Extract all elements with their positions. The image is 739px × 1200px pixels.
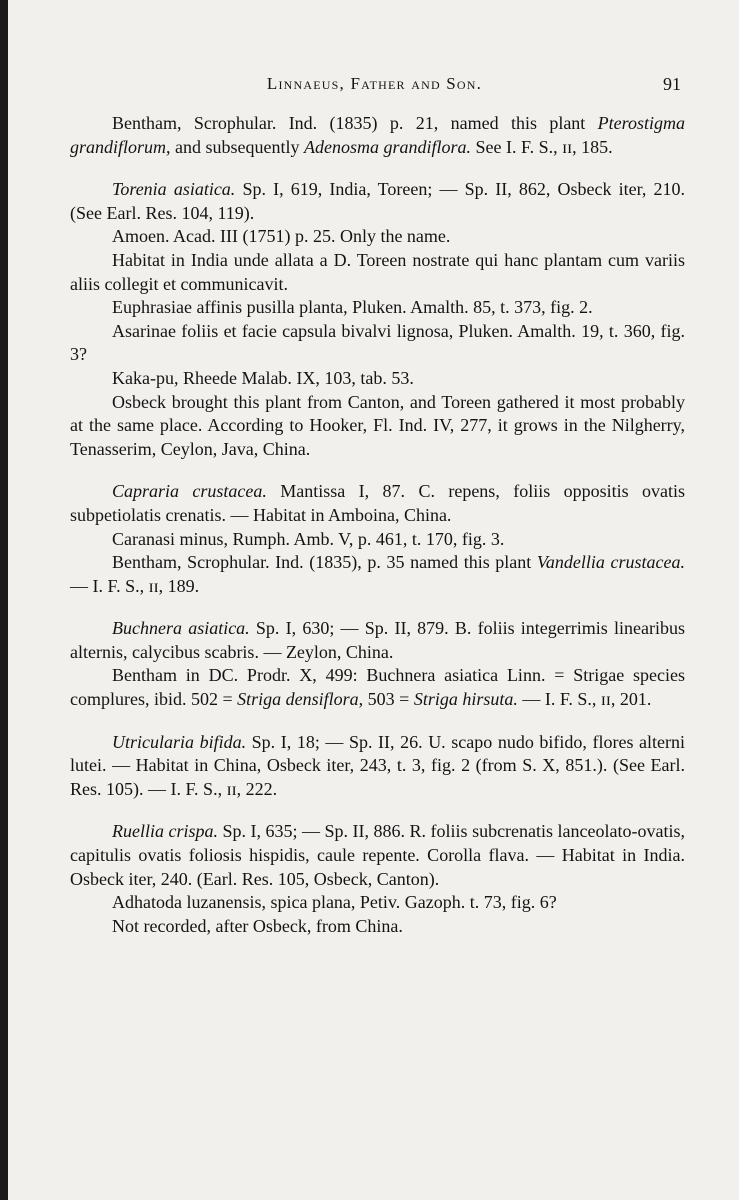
species-entry [70, 820, 685, 938]
species-entry [70, 178, 685, 461]
entry-paragraph [70, 551, 685, 598]
entry-paragraph [70, 178, 685, 225]
running-head: Linnaeus, Father and Son. [266, 74, 483, 93]
text-run: — I. F. S., ɪɪ, 189. [70, 575, 200, 596]
italic-name: Striga hirsuta. [413, 689, 518, 710]
text-run: Sp. I, 18; — Sp. II, 26. U. scapo nudo bifido, flores alterni lutei. — Habitat in China, Osbeck iter, 243, t. 3, fig. 2 (from S. X, 851.). (See Earl. Res. 105). — I. F. S., ɪɪ, 222. [70, 731, 685, 799]
text-run: Habitat in India unde allata a D. Toreen nostrate qui hanc plantam cum variis aliis collegit et communicavit. [70, 249, 685, 294]
entry-paragraph [70, 391, 685, 462]
text-run: See I. F. S., ɪɪ, 185. [471, 136, 613, 157]
italic-name: Ruellia crispa. [112, 821, 218, 842]
italic-name: Pterostigma grandiflorum [70, 113, 685, 157]
text-run: Sp. I, 619, India, Toreen; — Sp. II, 862, Osbeck iter, 210. (See Earl. Res. 104, 119). [70, 179, 685, 223]
entry-paragraph [70, 891, 685, 915]
text-run: Kaka-pu, Rheede Malab. IX, 103, tab. 53. [112, 367, 414, 388]
text-run: Sp. I, 630; — Sp. II, 879. B. foliis integerrimis linearibus alternis, calycibus scabris. — Zeylon, China. [70, 618, 685, 662]
entry-paragraph [70, 296, 685, 320]
text-run: Bentham in DC. Prodr. X, 499: Buchnera asiatica Linn. = Strigae species complures, ibid. 502 = [70, 665, 685, 710]
text-run: Bentham, Scrophular. Ind. (1835) p. 21, named this plant [112, 113, 598, 133]
entry-paragraph [70, 480, 685, 527]
italic-name: Adenosma grandiflora. [304, 136, 472, 157]
entry-paragraph [70, 249, 685, 296]
species-entry [70, 617, 685, 711]
species-entry [70, 112, 685, 159]
entry-paragraph [70, 915, 685, 939]
italic-name: Striga densiflora, [237, 689, 364, 710]
book-page [8, 0, 739, 1200]
entry-paragraph [70, 528, 685, 552]
entry-paragraph [70, 112, 685, 159]
text-run: Osbeck brought this plant from Canton, and Toreen gathered it most probably at the same place. According to Hooker, Fl. Ind. IV, 277, it grows in the Nilgherry, Tenasserim, Ceylon, Java, China. [70, 391, 685, 459]
text-run: Bentham, Scrophular. Ind. (1835), p. 35 named this plant [112, 552, 537, 573]
text-run: Amoen. Acad. III (1751) p. 25. Only the name. [112, 226, 451, 247]
page-number: 91 [663, 74, 681, 94]
text-run: Caranasi minus, Rumph. Amb. V, p. 461, t. 170, fig. 3. [112, 528, 505, 549]
italic-name: Utricularia bifida. [112, 731, 247, 752]
italic-name: Capraria crustacea. [112, 481, 267, 502]
entry-paragraph [70, 320, 685, 367]
text-run: Sp. I, 635; — Sp. II, 886. R. foliis subcrenatis lanceolato-ovatis, capitulis ovatis foliosis hispidis, caule repente. Corolla flava. — Habitat in India. Osbeck iter, 240. (Earl. Res. 105, Osbeck, Canton). [70, 821, 685, 889]
entry-paragraph [70, 617, 685, 664]
text-run: Euphrasiae affinis pusilla planta, Pluken. Amalth. 85, t. 373, fig. 2. [112, 297, 593, 318]
entry-paragraph [70, 731, 685, 802]
page-header [68, 74, 681, 98]
italic-name: Torenia asiatica. [112, 179, 236, 200]
text-run: 503 = [363, 689, 414, 710]
entry-paragraph [70, 367, 685, 391]
entry-paragraph [70, 225, 685, 249]
entry-paragraph [70, 820, 685, 891]
species-entry [70, 731, 685, 802]
italic-name: Buchnera asiatica. [112, 618, 250, 639]
italic-name: Vandellia crustacea. [536, 552, 685, 573]
page-body [70, 112, 685, 957]
entry-paragraph [70, 664, 685, 711]
text-run: Not recorded, after Osbeck, from China. [112, 915, 403, 936]
text-run: , and subsequently [166, 136, 304, 157]
text-run: Mantissa I, 87. C. repens, foliis oppositis ovatis subpetiolatis crenatis. — Habitat in Amboina, China. [70, 481, 685, 525]
species-entry [70, 480, 685, 598]
text-run: Adhatoda luzanensis, spica plana, Petiv. Gazoph. t. 73, fig. 6? [112, 892, 557, 913]
text-run: Asarinae foliis et facie capsula bivalvi lignosa, Pluken. Amalth. 19, t. 360, fig. 3? [70, 320, 685, 365]
text-run: — I. F. S., ɪɪ, 201. [517, 689, 652, 710]
